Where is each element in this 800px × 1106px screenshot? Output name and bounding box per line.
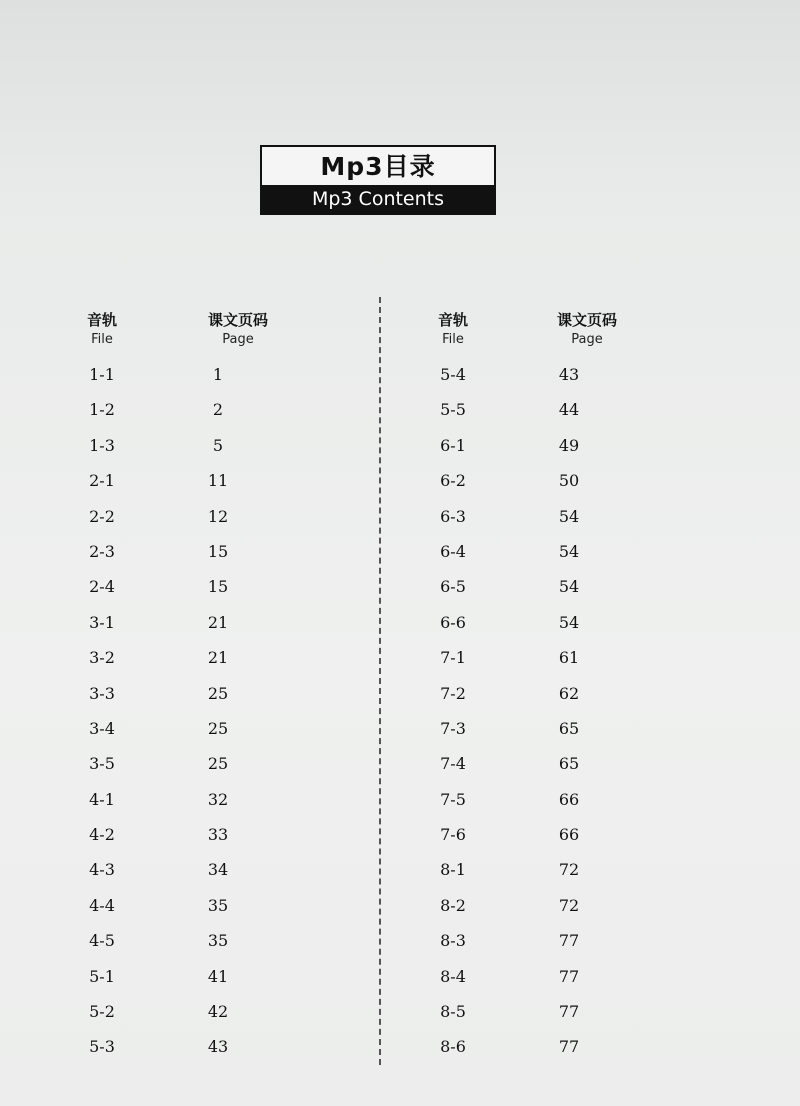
track-row [72, 959, 292, 994]
track-page: 25 [207, 683, 229, 703]
track-row [72, 817, 292, 852]
page-header-en: Page [222, 332, 254, 347]
track-row [423, 888, 643, 923]
track-page: 1 [212, 365, 224, 384]
track-file: 5-3 [89, 1037, 115, 1057]
page-subtitle: Mp3 Contents [262, 185, 494, 213]
track-row [72, 923, 292, 958]
title-box [260, 145, 496, 215]
track-file: 3-3 [89, 683, 115, 703]
track-page: 21 [207, 612, 229, 632]
track-page: 54 [558, 577, 580, 597]
track-page: 35 [207, 931, 229, 951]
page-header-en: Page [571, 332, 603, 347]
track-file: 5-2 [89, 1002, 115, 1022]
track-row [423, 569, 643, 604]
track-page: 34 [207, 860, 229, 880]
track-row [423, 534, 643, 569]
track-row [423, 1029, 643, 1064]
track-row [423, 357, 643, 392]
right-page-header [527, 311, 647, 349]
track-file: 3-2 [89, 648, 115, 668]
track-file: 6-6 [440, 612, 466, 632]
track-page: 49 [558, 435, 580, 455]
right-file-header [393, 311, 513, 349]
track-file: 6-4 [440, 541, 466, 561]
track-file: 7-4 [440, 754, 466, 774]
track-row [423, 994, 643, 1029]
track-file: 8-5 [440, 1002, 466, 1022]
track-file: 7-6 [440, 825, 466, 845]
track-file: 7-3 [440, 718, 466, 738]
track-page: 2 [212, 400, 224, 420]
track-page: 77 [558, 1037, 580, 1057]
track-file: 5-5 [440, 400, 466, 420]
track-row [423, 428, 643, 463]
track-file: 8-6 [440, 1037, 466, 1057]
track-file: 2-3 [89, 541, 115, 561]
track-file: 7-5 [440, 789, 466, 809]
track-row [72, 605, 292, 640]
track-page: 15 [207, 577, 229, 597]
track-row [72, 852, 292, 887]
track-row [72, 569, 292, 604]
track-page: 43 [207, 1037, 229, 1057]
track-row [423, 782, 643, 817]
track-file: 8-1 [440, 860, 466, 880]
track-page: 54 [558, 612, 580, 632]
track-row [72, 357, 292, 392]
track-page: 77 [558, 1002, 580, 1022]
track-row [72, 1029, 292, 1064]
track-page: 33 [207, 825, 229, 845]
track-row [423, 676, 643, 711]
file-header-cn: 音轨 [437, 311, 468, 329]
track-row [423, 746, 643, 781]
track-row [423, 605, 643, 640]
track-file: 1-2 [89, 400, 115, 420]
track-page: 66 [558, 825, 580, 845]
track-file: 6-2 [440, 471, 466, 491]
track-page: 72 [558, 895, 580, 915]
track-page: 43 [558, 365, 580, 384]
track-file: 7-1 [440, 648, 466, 668]
track-file: 1-3 [89, 435, 115, 455]
track-page: 65 [558, 718, 580, 738]
track-page: 77 [558, 966, 580, 986]
track-file: 3-5 [89, 754, 115, 774]
track-file: 2-1 [89, 471, 115, 491]
track-row [72, 499, 292, 534]
track-page: 41 [207, 966, 229, 986]
track-row [423, 463, 643, 498]
track-file: 4-1 [89, 789, 115, 809]
track-row [72, 782, 292, 817]
track-page: 62 [558, 683, 580, 703]
left-file-header [42, 311, 162, 349]
track-page: 66 [558, 789, 580, 809]
track-row [72, 534, 292, 569]
track-file: 2-2 [89, 506, 115, 526]
track-row [72, 746, 292, 781]
file-header-en: File [91, 332, 113, 347]
track-file: 8-3 [440, 931, 466, 951]
track-file: 2-4 [89, 577, 115, 597]
file-header-cn: 音轨 [86, 311, 117, 329]
page-header-cn: 课文页码 [207, 311, 268, 329]
track-page: 50 [558, 471, 580, 491]
track-file: 4-4 [89, 895, 115, 915]
track-row [423, 499, 643, 534]
right-track-list [423, 357, 643, 1065]
track-file: 8-2 [440, 895, 466, 915]
track-file: 4-3 [89, 860, 115, 880]
track-file: 5-4 [440, 365, 466, 384]
track-file: 6-3 [440, 506, 466, 526]
track-file: 1-1 [89, 365, 115, 384]
track-page: 21 [207, 648, 229, 668]
track-page: 12 [207, 506, 229, 526]
track-file: 8-4 [440, 966, 466, 986]
track-page: 11 [207, 471, 229, 491]
track-page: 65 [558, 754, 580, 774]
track-page: 72 [558, 860, 580, 880]
track-page: 61 [558, 648, 580, 668]
track-row [423, 923, 643, 958]
track-file: 6-1 [440, 435, 466, 455]
left-track-list [72, 357, 292, 1065]
track-row [423, 959, 643, 994]
track-page: 32 [207, 789, 229, 809]
track-page: 25 [207, 754, 229, 774]
track-page: 15 [207, 541, 229, 561]
track-file: 3-1 [89, 612, 115, 632]
track-row [72, 994, 292, 1029]
track-row [72, 711, 292, 746]
track-file: 7-2 [440, 683, 466, 703]
track-row [423, 711, 643, 746]
page-header-cn: 课文页码 [556, 311, 617, 329]
page-title: Mp3目录 [320, 152, 436, 181]
track-row [423, 852, 643, 887]
track-row [423, 640, 643, 675]
track-page: 54 [558, 541, 580, 561]
track-page: 35 [207, 895, 229, 915]
track-page: 25 [207, 718, 229, 738]
track-row [72, 392, 292, 427]
track-row [423, 817, 643, 852]
track-row [72, 676, 292, 711]
file-header-en: File [442, 332, 464, 347]
track-page: 44 [558, 400, 580, 420]
left-page-header [178, 311, 298, 349]
track-row [72, 428, 292, 463]
track-row [72, 640, 292, 675]
track-row [423, 392, 643, 427]
track-page: 5 [212, 435, 224, 455]
track-file: 4-5 [89, 931, 115, 951]
track-page: 42 [207, 1002, 229, 1022]
track-page: 77 [558, 931, 580, 951]
track-row [72, 463, 292, 498]
track-file: 6-5 [440, 577, 466, 597]
track-page: 54 [558, 506, 580, 526]
track-file: 4-2 [89, 825, 115, 845]
track-file: 3-4 [89, 718, 115, 738]
track-file: 5-1 [89, 966, 115, 986]
column-divider [379, 297, 381, 1065]
track-row [72, 888, 292, 923]
